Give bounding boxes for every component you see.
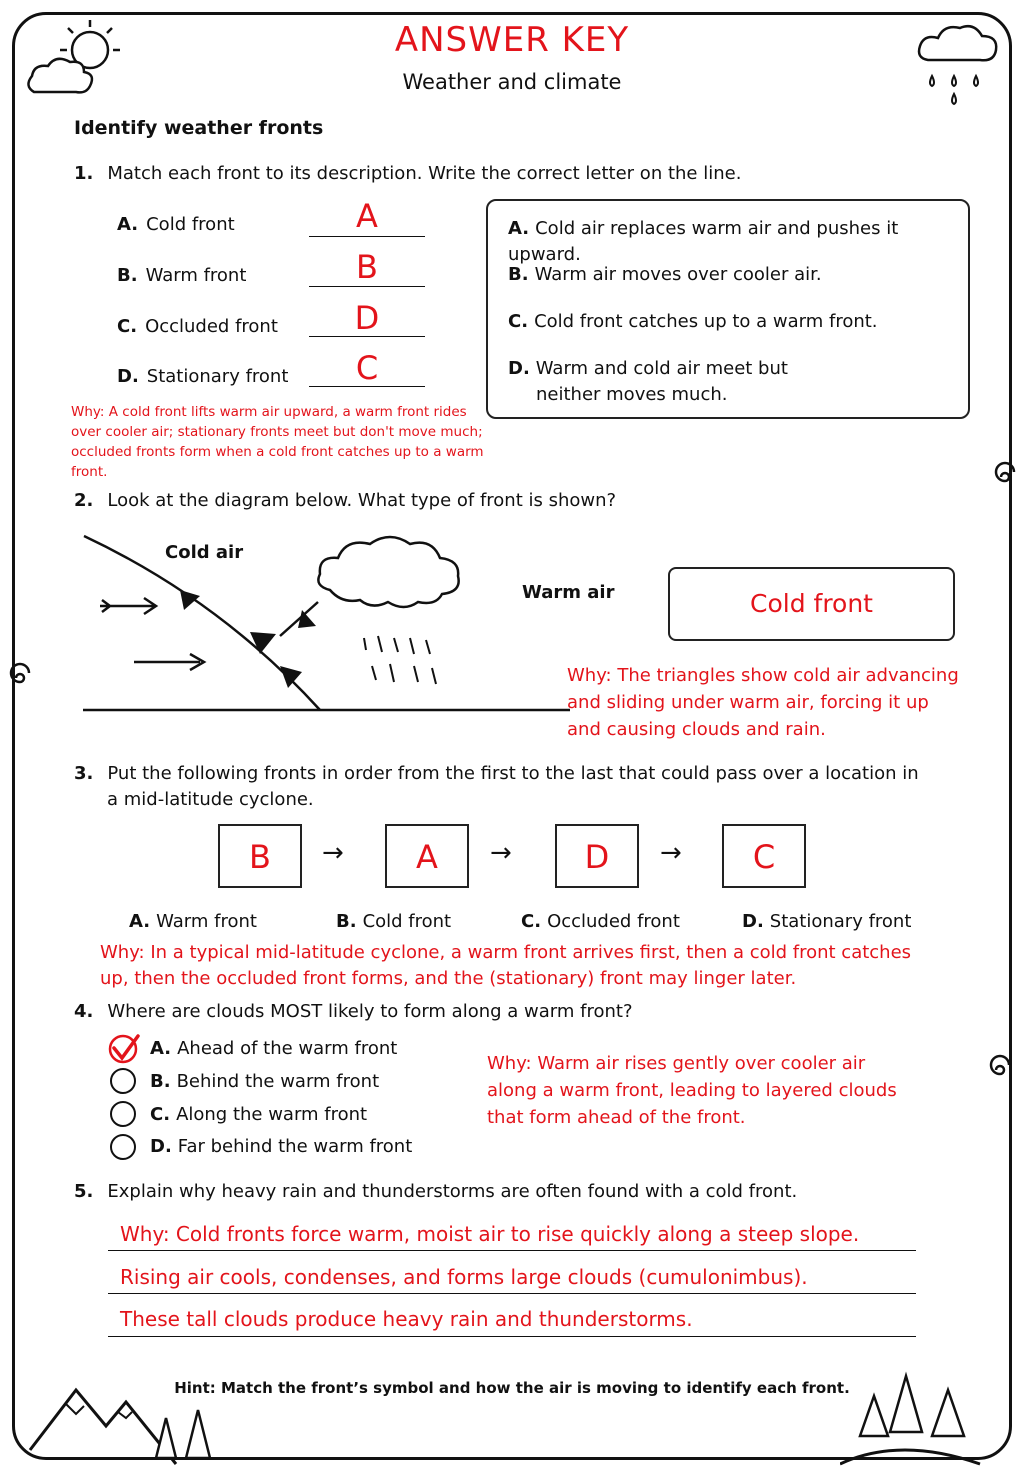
question-1: 1. Match each front to its description. Write the correct letter on the line. [74,163,742,184]
arrow-icon: → [490,838,512,868]
answer-line-1: Why: Cold fronts force warm, moist air to rise quickly along a steep slope. [120,1222,860,1246]
order-box-1: B [218,824,302,888]
order-box-3: D [555,824,639,888]
answer-letter: A [356,197,378,235]
description-d: D. Warm and cold air meet but neither moves much. [508,358,788,405]
page-subtitle: Weather and climate [402,70,622,94]
option-occluded-front: C. Occluded front [521,911,680,932]
option-stationary-front: D. Stationary front [742,911,912,932]
match-item-stationary-front: D. Stationary front [117,366,289,387]
order-box-4: C [722,824,806,888]
question-2: 2. Look at the diagram below. What type of front is shown? [74,490,617,511]
answer-letter: D [354,299,380,337]
arrow-icon: → [660,838,682,868]
cold-air-label: Cold air [165,542,244,563]
radio-behind[interactable] [110,1068,136,1094]
question-3: 3. Put the following fronts in order from the first to the last that could pass over a location in a mid-latitude cyclone. [74,763,919,810]
q3-explanation: Why: In a typical mid-latitude cyclone, a warm front arrives first, then a cold front catches up, then the occluded front forms, and the (stationary) front may linger later. [100,942,912,989]
match-item-warm-front: B. Warm front [117,265,247,286]
q2-explanation: Why: The triangles show cold air advancing and sliding under warm air, forcing it up and causing clouds and rain. [567,665,959,740]
writing-line [108,1336,916,1337]
q1-explanation: Why: A cold front lifts warm air upward, a warm front rides over cooler air; stationary fronts meet but don't move much; occluded fronts form when a cold front catches up to a warm front. [71,404,484,480]
choice-along: C. Along the warm front [150,1104,368,1125]
q2-answer-box: Cold front [668,567,955,641]
answer-line [309,336,425,337]
description-c: C. Cold front catches up to a warm front. [508,311,878,332]
option-warm-front: A. Warm front [129,911,257,932]
answer-line-2: Rising air cools, condenses, and forms large clouds (cumulonimbus). [120,1265,808,1289]
writing-line [108,1250,916,1251]
answer-line [309,236,425,237]
hint-text: Hint: Match the front’s symbol and how the air is moving to identify each front. [174,1379,850,1397]
answer-line [309,286,425,287]
question-5: 5. Explain why heavy rain and thunderstorms are often found with a cold front. [74,1181,798,1202]
choice-behind: B. Behind the warm front [150,1071,380,1092]
swirl-icon [985,455,1019,499]
description-b: B. Warm air moves over cooler air. [508,264,822,285]
checkmark-icon [106,1032,142,1066]
swirl-icon [980,1048,1014,1092]
radio-along[interactable] [110,1101,136,1127]
option-cold-front: B. Cold front [336,911,452,932]
answer-letter: C [355,349,379,387]
description-a: A. Cold air replaces warm air and pushes it upward. [508,218,899,265]
q4-explanation: Why: Warm air rises gently over cooler air along a warm front, leading to layered clouds that form ahead of the front. [487,1053,897,1128]
arrow-icon: → [322,838,344,868]
choice-far-behind: D. Far behind the warm front [150,1136,413,1157]
page-title: ANSWER KEY [394,20,630,60]
description-box [486,199,970,419]
answer-line [309,386,425,387]
cold-front-diagram [80,530,640,720]
answer-letter: B [356,248,378,286]
match-item-occluded-front: C. Occluded front [117,316,278,337]
writing-line [108,1293,916,1294]
warm-air-label: Warm air [522,582,615,603]
answer-line-3: These tall clouds produce heavy rain and thunderstorms. [120,1307,693,1331]
swirl-icon [4,656,38,700]
order-box-2: A [385,824,469,888]
question-4: 4. Where are clouds MOST likely to form along a warm front? [74,1001,633,1022]
choice-ahead: A. Ahead of the warm front [150,1038,398,1059]
radio-far-behind[interactable] [110,1134,136,1160]
section-title: Identify weather fronts [74,117,324,139]
match-item-cold-front: A. Cold front [117,214,235,235]
